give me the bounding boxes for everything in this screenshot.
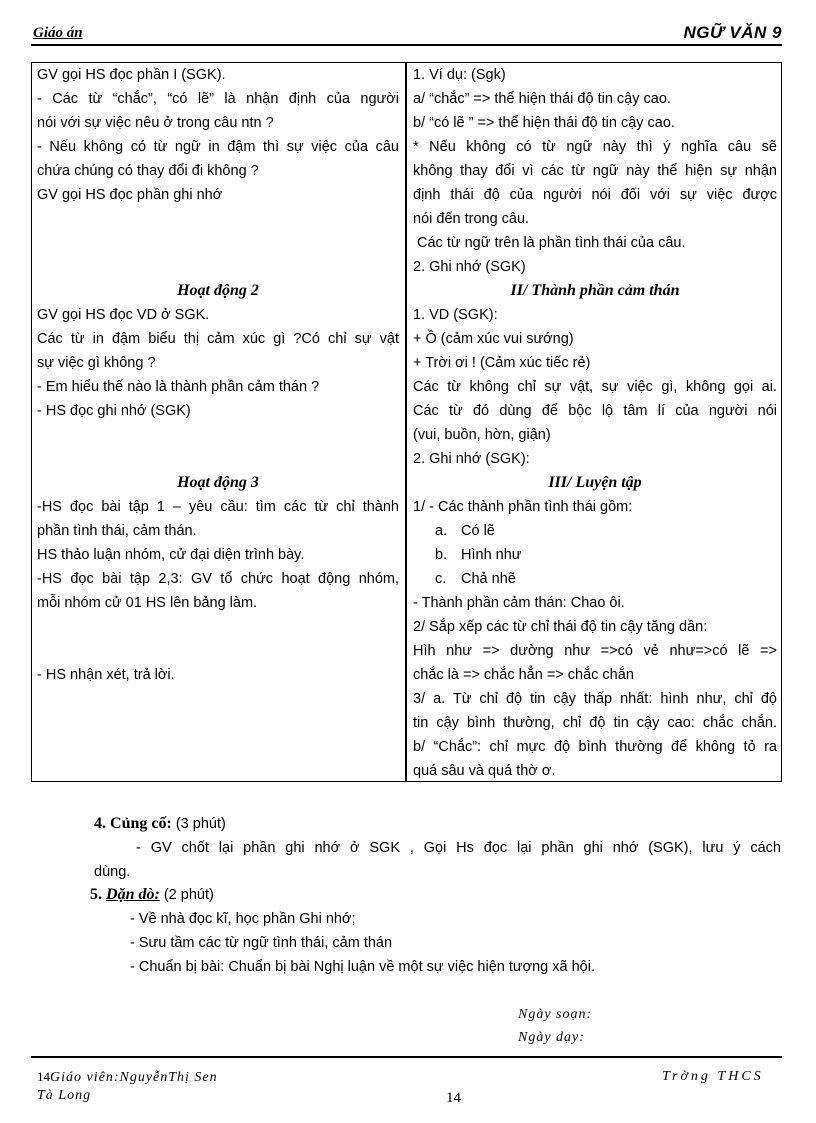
footer-teacher [37,1069,218,1086]
right-line: 2. Ghi nhớ (SGK): [413,451,530,467]
right-line: 2. Ghi nhớ (SGK) [413,259,526,275]
section-4-line [94,860,130,884]
left-line: GV gọi HS đọc phần ghi nhớ [37,187,223,203]
left-line: GV gọi HS đọc phần I (SGK). [37,67,226,83]
left-line: sự việc gì không ? [37,355,156,371]
list-marker: a. [435,523,448,539]
right-line: Hìh như => dường như =>có vẻ như=>có lẽ => [413,643,777,659]
right-line: 1/ - Các thành phần tình thái gồm: [413,499,633,515]
right-line: định thái độ của người nói đối với sự việc được [413,187,777,203]
section-5-number: 5. [90,886,102,903]
right-line: Các từ không chỉ sự vật, sự việc gì, không gọi ai. [413,379,777,395]
right-line: 1. Ví dụ: (Sgk) [413,67,506,83]
section-2-heading: II/ Thành phần cảm thán [510,282,680,299]
list-text: Chả nhẽ [461,571,516,587]
right-line: quá sâu và quá thờ ơ. [413,763,556,779]
left-line: nói với sự việc nêu ở trong câu ntn ? [37,115,274,131]
left-line: Các từ in đậm biểu thị cảm xúc gì ?Có chỉ sự vật [37,331,399,347]
page-header [31,24,782,46]
right-column [413,63,777,783]
section-5 [90,883,214,907]
page-number: 14 [446,1090,461,1106]
section-5-line: - Chuẩn bị bài: Chuẩn bị bài Nghị luận về một sự việc hiện tượng xã hội. [130,959,595,975]
right-line: không thay đổi vì các từ ngữ này thể hiện sự nhận [413,163,777,179]
right-line: 2/ Sắp xếp các từ chỉ thái độ tin cậy tăng dần: [413,619,708,635]
footer-page-prefix: 14 [37,1069,50,1084]
right-line: Các từ đó dùng để bộc lộ tâm lí của người nói [413,403,777,419]
section-4-number: 4. [94,815,106,832]
footer-school-a: Trờng THCS [662,1069,764,1084]
list-item [413,567,777,591]
list-text: Có lẽ [461,523,495,539]
section-5-line: - Sưu tầm các từ ngữ tình thái, cảm thán [130,935,393,951]
left-line: chứa chúng có thay đổi đi không ? [37,163,259,179]
right-line: a/ “chắc” => thể hiện thái độ tin cậy cao. [413,91,671,107]
left-column [37,63,399,687]
date-prepared: Ngày soạn: [518,1007,593,1022]
section-5-title: Dặn dò: [106,886,160,903]
section-3-heading: III/ Luyện tập [548,474,642,491]
left-line: phần tình thái, cảm thán. [37,523,197,539]
section-4 [94,812,784,836]
list-item [413,543,777,567]
section-4-text: dùng. [94,864,131,880]
footer-teacher-name: Giáo viên:NguyễnThị Sen [50,1070,218,1085]
right-line: 3/ a. Từ chỉ độ tin cậy thấp nhất: hình như, chỉ độ [413,691,777,707]
right-line: tin cậy bình thường, chỉ độ tin cậy cao: chắc chắn. [413,715,777,731]
list-marker: b. [435,547,448,563]
header-left-title: Giáo án [33,25,83,41]
section-4-title: Củng cố: [110,815,172,832]
right-line: - Thành phần cảm thán: Chao ôi. [413,595,625,611]
right-line: nói đến trong câu. [413,211,530,227]
right-line: chắc là => chắc hẳn => chắc chắn [413,667,634,683]
column-divider [405,63,407,781]
right-line: + Ồ (cảm xúc vui sướng) [413,331,574,347]
left-line: - Em hiểu thế nào là thành phần cảm thán ? [37,379,320,395]
footer-rule [31,1056,782,1058]
left-line: GV gọi HS đọc VD ở SGK. [37,307,210,323]
section-4-time: (3 phút) [175,816,226,832]
list-item [413,519,777,543]
right-line: * Nếu không có từ ngữ này thì ý nghĩa câu sẽ [413,139,777,155]
left-line: -HS đọc bài tập 2,3: GV tổ chức hoạt động nhóm, [37,571,399,587]
section-5-time: (2 phút) [163,887,214,903]
lesson-table [31,62,782,782]
right-line: 1. VD (SGK): [413,307,498,323]
section-5-line: - Về nhà đọc kĩ, học phần Ghi nhớ; [130,911,356,927]
right-line: Các từ ngữ trên là phần tình thái của câu. [417,235,686,251]
activity-3-heading: Hoạt động 3 [177,474,259,491]
right-line: + Trời ơi ! (Cảm xúc tiếc rẻ) [413,355,591,371]
footer-school-b: Tà Long [37,1088,92,1103]
left-line: -HS đọc bài tập 1 – yêu cầu: tìm các từ chỉ thành [37,499,399,515]
left-line: mỗi nhóm cử 01 HS lên bảng làm. [37,595,258,611]
left-line: - HS nhận xét, trả lời. [37,667,175,683]
right-line: b/ “có lẽ ” => thể hiện thái độ tin cậy cao. [413,115,675,131]
section-4-text: - GV chốt lại phần ghi nhớ ở SGK , Gọi Hs đọc lại phần ghi nhớ (SGK), lưu ý cách [136,840,781,856]
left-line: HS thảo luận nhóm, cử đại diện trình bày. [37,547,305,563]
right-line: (vui, buồn, hờn, giận) [413,427,551,443]
list-marker: c. [435,571,447,587]
list-text: Hình như [461,547,522,563]
left-line: - Các từ “chắc”, “có lẽ” là nhận định của người [37,91,399,107]
section-4-line [136,836,781,860]
header-right-title: NGỮ VĂN 9 [683,23,782,42]
activity-2-heading: Hoạt động 2 [177,282,259,299]
date-taught: Ngày dạy: [518,1030,585,1045]
left-line: - Nếu không có từ ngữ in đậm thì sự việc của câu [37,139,399,155]
left-line: - HS đọc ghi nhớ (SGK) [37,403,191,419]
right-line: b/ “Chắc”: chỉ mực độ bình thường để không tỏ ra [413,739,777,755]
